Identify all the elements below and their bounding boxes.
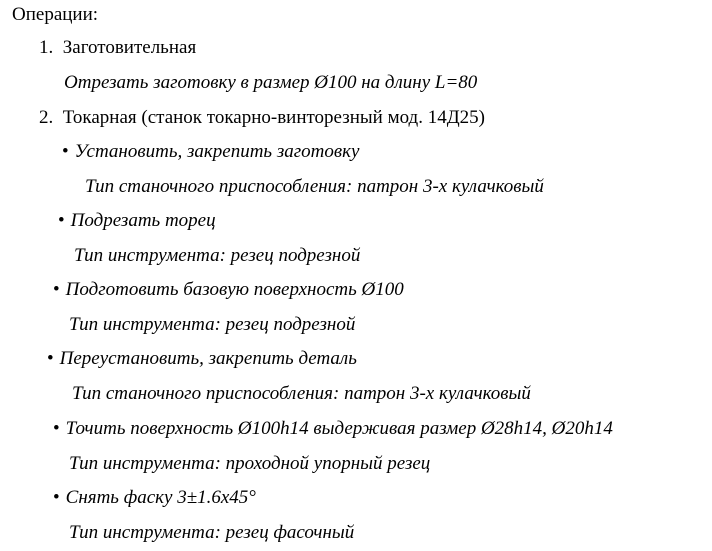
- step-detail: Тип станочного приспособления: патрон 3-х кулачковый: [85, 176, 544, 197]
- step-item: [58, 210, 216, 232]
- step-item: [62, 141, 359, 163]
- operation-1-number: 1.: [39, 37, 54, 58]
- bullet-icon: •: [53, 487, 60, 508]
- step-item: [53, 418, 613, 440]
- step-text: Точить поверхность Ø100h14 выдерживая размер Ø28h14, Ø20h14: [65, 418, 613, 439]
- operation-1-detail: Отрезать заготовку в размер Ø100 на длину L=80: [64, 72, 478, 93]
- operation-1-title: Заготовительная: [62, 37, 197, 58]
- step-text: Подготовить базовую поверхность Ø100: [65, 279, 404, 300]
- step-detail: Тип инструмента: резец фасочный: [69, 522, 355, 543]
- step-detail: Тип инструмента: проходной упорный резец: [69, 453, 431, 474]
- operation-2-number: 2.: [39, 107, 54, 128]
- operation-1: [39, 37, 196, 59]
- bullet-icon: •: [53, 418, 60, 439]
- bullet-icon: •: [58, 210, 65, 231]
- step-detail: Тип инструмента: резец подрезной: [74, 245, 361, 266]
- step-text: Подрезать торец: [70, 210, 216, 231]
- step-item: [53, 487, 256, 509]
- bullet-icon: •: [62, 141, 69, 162]
- step-text: Снять фаску 3±1.6x45°: [65, 487, 256, 508]
- step-text: Переустановить, закрепить деталь: [59, 348, 357, 369]
- step-item: [47, 348, 357, 370]
- step-detail: Тип инструмента: резец подрезной: [69, 314, 356, 335]
- bullet-icon: •: [47, 348, 54, 369]
- operation-2-title: Токарная (станок токарно-винторезный мод. 14Д25): [62, 107, 486, 128]
- operation-2: [39, 107, 485, 129]
- operations-heading: Операции:: [12, 4, 99, 25]
- step-text: Установить, закрепить заготовку: [74, 141, 360, 162]
- bullet-icon: •: [53, 279, 60, 300]
- step-item: [53, 279, 404, 301]
- step-detail: Тип станочного приспособления: патрон 3-х кулачковый: [72, 383, 531, 404]
